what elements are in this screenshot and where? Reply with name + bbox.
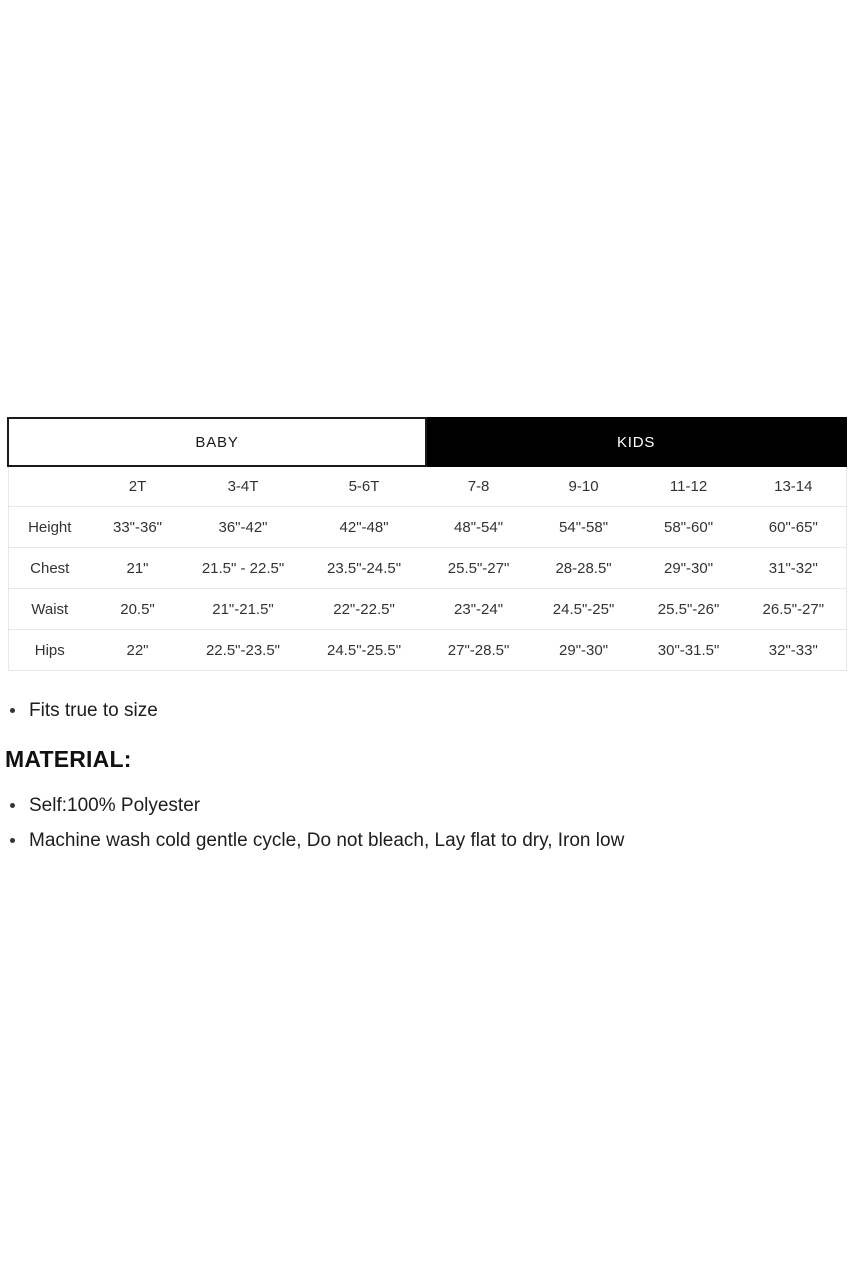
row-label: Waist xyxy=(8,589,91,630)
fit-notes-list xyxy=(0,698,854,723)
measurement-cell: 25.5"-26" xyxy=(636,589,741,630)
measurement-cell: 36"-42" xyxy=(184,507,302,548)
measurement-cell: 22"-22.5" xyxy=(302,589,426,630)
size-column-header-3-4t: 3-4T xyxy=(227,478,259,495)
measurement-cell: 21"-21.5" xyxy=(184,589,302,630)
measurement-cell: 21.5" - 22.5" xyxy=(184,548,302,589)
table-row-hips xyxy=(8,630,846,671)
size-column-header-7-8: 7-8 xyxy=(467,478,490,495)
measurement-cell: 29"-30" xyxy=(531,630,636,671)
measurement-cell: 32"-33" xyxy=(741,630,846,671)
measurement-cell: 25.5"-27" xyxy=(426,548,531,589)
row-label: Chest xyxy=(8,548,91,589)
list-item-material-composition xyxy=(0,793,854,818)
measurement-cell: 29"-30" xyxy=(636,548,741,589)
material-heading: MATERIAL: xyxy=(5,746,132,772)
measurement-cell: 27"-28.5" xyxy=(426,630,531,671)
measurement-cell: 28-28.5" xyxy=(531,548,636,589)
measurement-cell: 54"-58" xyxy=(531,507,636,548)
measurement-cell: 26.5"-27" xyxy=(741,589,846,630)
size-column-header-11-12: 11-12 xyxy=(669,478,708,495)
measurement-cell: 22.5"-23.5" xyxy=(184,630,302,671)
size-chart-table xyxy=(7,417,847,671)
measurement-cell: 24.5"-25.5" xyxy=(302,630,426,671)
measurement-cell: 24.5"-25" xyxy=(531,589,636,630)
measurement-cell: 23"-24" xyxy=(426,589,531,630)
care-instructions-text: Machine wash cold gentle cycle, Do not bleach, Lay flat to dry, Iron low xyxy=(29,830,625,851)
material-notes-list xyxy=(0,793,854,853)
measurement-cell: 58"-60" xyxy=(636,507,741,548)
list-item-care-instructions xyxy=(0,828,854,853)
measurement-cell: 23.5"-24.5" xyxy=(302,548,426,589)
size-column-header-9-10: 9-10 xyxy=(568,478,599,495)
material-composition-text: Self:100% Polyester xyxy=(29,795,201,816)
baby-group-header: BABY xyxy=(8,418,426,466)
measurement-cell: 48"-54" xyxy=(426,507,531,548)
row-label: Height xyxy=(8,507,91,548)
size-header-empty-cell xyxy=(8,466,91,507)
table-row-waist xyxy=(8,589,846,630)
bullet-icon xyxy=(10,803,15,808)
group-header-row xyxy=(8,418,846,466)
kids-group-header: KIDS xyxy=(426,418,846,466)
measurement-cell: 30"-31.5" xyxy=(636,630,741,671)
table-row-height xyxy=(8,507,846,548)
bullet-icon xyxy=(10,708,15,713)
size-column-header-2t: 2T xyxy=(128,478,147,495)
measurement-cell: 60"-65" xyxy=(741,507,846,548)
bullet-icon xyxy=(10,838,15,843)
measurement-cell: 20.5" xyxy=(91,589,184,630)
measurement-cell: 21" xyxy=(91,548,184,589)
table-row-chest xyxy=(8,548,846,589)
measurement-cell: 22" xyxy=(91,630,184,671)
size-column-header-13-14: 13-14 xyxy=(741,466,846,507)
size-header-row xyxy=(8,466,846,507)
list-item-fit-note xyxy=(0,698,854,723)
size-column-header-5-6t: 5-6T xyxy=(348,478,380,495)
measurement-cell: 31"-32" xyxy=(741,548,846,589)
fit-note-text: Fits true to size xyxy=(29,700,158,721)
measurement-cell: 33"-36" xyxy=(91,507,184,548)
row-label: Hips xyxy=(8,630,91,671)
measurement-cell: 42"-48" xyxy=(302,507,426,548)
